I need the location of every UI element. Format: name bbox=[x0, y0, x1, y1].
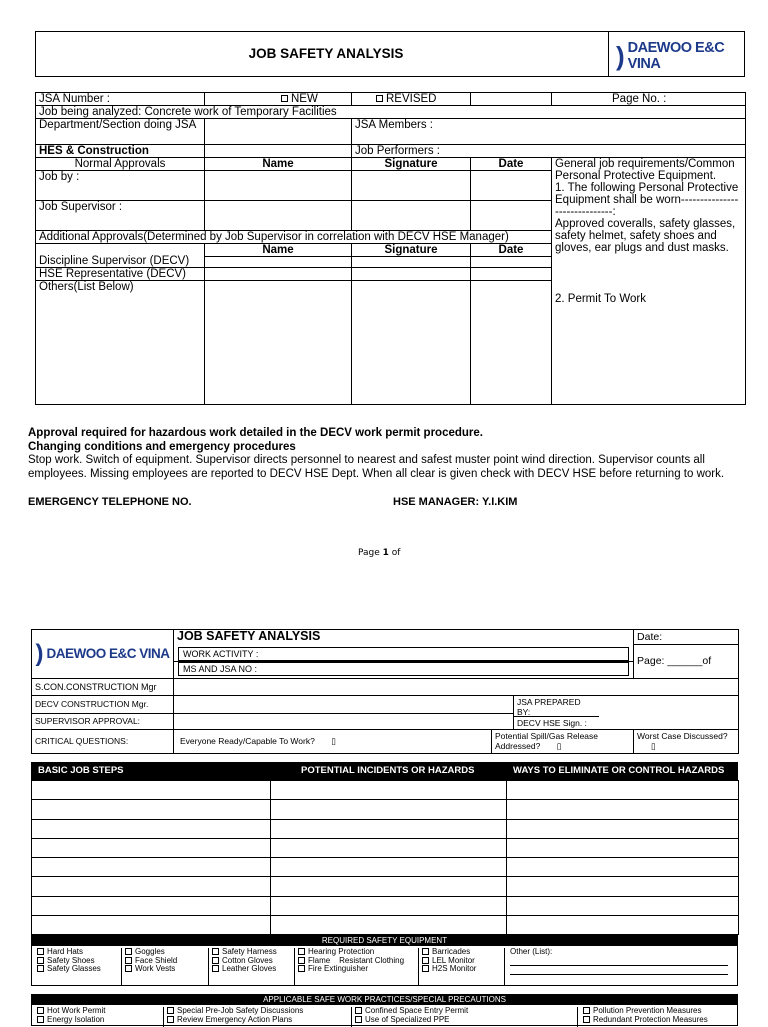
date-label: Date: bbox=[634, 630, 739, 645]
job-steps-header bbox=[31, 762, 738, 780]
job-step-cell[interactable] bbox=[32, 877, 271, 896]
job-step-row bbox=[32, 858, 739, 877]
checkbox-icon[interactable] bbox=[37, 1007, 44, 1014]
q1-label: Everyone Ready/Capable To Work? bbox=[180, 735, 315, 746]
equip-safety-shoes[interactable]: Safety Shoes bbox=[37, 957, 101, 966]
hazard-cell[interactable] bbox=[271, 877, 507, 896]
practice-review-emergency-plans[interactable]: Review Emergency Action Plans bbox=[167, 1016, 303, 1025]
equip-lel-monitor[interactable]: LEL Monitor bbox=[422, 957, 476, 966]
practice-pollution-prevention[interactable]: Pollution Prevention Measures bbox=[583, 1007, 708, 1016]
logo-mark-icon: ) bbox=[616, 41, 625, 71]
q2-label: Potential Spill/Gas Release Addressed? bbox=[495, 730, 599, 751]
practice-pre-job-discussions[interactable]: Special Pre-Job Safety Discussions bbox=[167, 1007, 303, 1016]
work-activity-field[interactable]: WORK ACTIVITY : bbox=[178, 647, 629, 661]
page-label: Page: ______of bbox=[634, 645, 739, 679]
hse-rep-label: HSE Representative (DECV) bbox=[36, 268, 205, 281]
job-step-cell[interactable] bbox=[32, 916, 271, 935]
control-cell[interactable] bbox=[507, 838, 739, 857]
ms-jsa-no-field[interactable]: MS AND JSA NO : bbox=[178, 662, 629, 676]
practice-col-3 bbox=[351, 1007, 468, 1027]
equip-cotton-gloves[interactable]: Cotton Gloves bbox=[212, 957, 277, 966]
job-step-cell[interactable] bbox=[32, 858, 271, 877]
job-step-row bbox=[32, 877, 739, 896]
equip-col-3 bbox=[208, 948, 277, 986]
job-performers-label: Job Performers : bbox=[352, 145, 746, 158]
checkbox-icon[interactable] bbox=[167, 1016, 174, 1023]
jsa-number-label: JSA Number : bbox=[36, 93, 205, 106]
hazard-cell[interactable] bbox=[271, 896, 507, 915]
page-no-label: Page No. : bbox=[552, 93, 746, 106]
equip-fire-extinguisher[interactable]: Fire Extinguisher bbox=[298, 965, 416, 974]
normal-approvals-label: Normal Approvals bbox=[36, 158, 205, 171]
equip-other-label: Other (List): bbox=[510, 947, 553, 956]
logo-text-2: DAEWOO E&C VINA bbox=[46, 646, 170, 662]
revised-option[interactable] bbox=[352, 93, 471, 106]
control-cell[interactable] bbox=[507, 877, 739, 896]
checkbox-icon[interactable] bbox=[37, 1016, 44, 1023]
hse-rep-signature[interactable] bbox=[352, 268, 471, 281]
checkbox-icon[interactable] bbox=[212, 965, 219, 972]
job-step-row bbox=[32, 916, 739, 935]
others-label: Others(List Below) bbox=[36, 281, 205, 405]
equip-leather-gloves[interactable]: Leather Gloves bbox=[212, 965, 277, 974]
job-step-cell[interactable] bbox=[32, 800, 271, 819]
job-step-cell[interactable] bbox=[32, 781, 271, 800]
job-step-row bbox=[32, 819, 739, 838]
equip-other bbox=[504, 948, 735, 986]
page1-title: JOB SAFETY ANALYSIS bbox=[248, 46, 404, 61]
hdr-basic-job-steps: BASIC JOB STEPS bbox=[38, 765, 124, 776]
required-equipment-title: REQUIRED SAFETY EQUIPMENT bbox=[32, 936, 737, 946]
logo-mark-icon-2: ) bbox=[35, 639, 44, 667]
job-supervisor-label: Job Supervisor : bbox=[36, 201, 205, 231]
checkbox-icon[interactable] bbox=[422, 948, 429, 955]
new-option[interactable] bbox=[205, 93, 352, 106]
job-step-cell[interactable] bbox=[32, 896, 271, 915]
required-equipment-section bbox=[31, 935, 738, 986]
page2-title: JOB SAFETY ANALYSIS bbox=[174, 630, 634, 645]
hse-rep-date[interactable] bbox=[471, 268, 552, 281]
additional-approvals: Additional Approvals(Determined by Job Supervisor in correlation with DECV HSE Manager) bbox=[36, 231, 552, 244]
equip-col-2 bbox=[121, 948, 177, 986]
job-step-row bbox=[32, 896, 739, 915]
equip-col-5 bbox=[418, 948, 476, 986]
checkbox-icon[interactable] bbox=[212, 957, 219, 964]
critical-questions-label: CRITICAL QUESTIONS: bbox=[32, 729, 174, 753]
decv-construction-field[interactable] bbox=[174, 695, 514, 714]
s-con-construction-field[interactable] bbox=[174, 678, 739, 695]
new-label: NEW bbox=[291, 93, 318, 105]
ppe-notes bbox=[552, 158, 746, 405]
equip-face-shield[interactable]: Face Shield bbox=[125, 957, 177, 966]
equip-col-4 bbox=[294, 948, 416, 986]
others-date[interactable] bbox=[471, 281, 552, 405]
logo-cell bbox=[32, 630, 174, 679]
job-by-label: Job by : bbox=[36, 171, 205, 201]
equip-work-vests[interactable]: Work Vests bbox=[125, 965, 177, 974]
checkbox-icon[interactable] bbox=[298, 948, 305, 955]
practice-specialized-ppe[interactable]: Use of Specialized PPE bbox=[355, 1016, 468, 1025]
checkbox-icon[interactable] bbox=[583, 1016, 590, 1023]
page1-header-box bbox=[35, 31, 745, 77]
checkbox-icon[interactable] bbox=[167, 1007, 174, 1014]
checkbox-icon[interactable] bbox=[422, 965, 429, 972]
supervisor-approval-field[interactable] bbox=[174, 714, 514, 729]
practice-redundant-protection[interactable]: Redundant Protection Measures bbox=[583, 1016, 708, 1025]
control-cell[interactable] bbox=[507, 858, 739, 877]
practice-col-1 bbox=[37, 1007, 106, 1024]
q1-checkbox[interactable]: ▯ bbox=[331, 735, 336, 746]
jsa-prepared-label: JSA PREPARED BY: bbox=[514, 696, 599, 717]
emergency-section bbox=[28, 427, 740, 481]
supervisor-approval-label: SUPERVISOR APPROVAL: bbox=[32, 714, 174, 729]
col-name: Name bbox=[205, 158, 352, 171]
decv-hse-sign-label: DECV HSE Sign. : bbox=[517, 717, 587, 728]
practice-col-4 bbox=[577, 1007, 708, 1027]
jsa-form-table bbox=[35, 92, 746, 405]
page-footer bbox=[358, 548, 400, 558]
note-ppe-list: Approved coveralls, safety glasses, safety helmet, safety shoes and gloves, ear plugs and dust masks. bbox=[555, 218, 736, 254]
col-signature: Signature bbox=[352, 158, 471, 171]
equip-hearing-protection[interactable]: Hearing Protection bbox=[298, 948, 416, 957]
control-cell[interactable] bbox=[507, 800, 739, 819]
control-cell[interactable] bbox=[507, 819, 739, 838]
note-general: General job requirements/Common Personal Protective Equipment. bbox=[555, 158, 735, 182]
hazard-cell[interactable] bbox=[271, 838, 507, 857]
checkbox-icon[interactable] bbox=[37, 948, 44, 955]
hazard-cell[interactable] bbox=[271, 858, 507, 877]
hazard-cell[interactable] bbox=[271, 916, 507, 935]
control-cell[interactable] bbox=[507, 781, 739, 800]
q3-label: Worst Case Discussed? bbox=[637, 730, 728, 741]
checkbox-icon[interactable] bbox=[125, 957, 132, 964]
job-by-signature[interactable] bbox=[352, 171, 471, 201]
checkbox-icon[interactable] bbox=[298, 965, 305, 972]
practices-title: APPLICABLE SAFE WORK PRACTICES/SPECIAL PRECAUTIONS bbox=[32, 995, 737, 1005]
revised-label: REVISED bbox=[386, 93, 437, 105]
job-step-cell[interactable] bbox=[32, 819, 271, 838]
page-footer-prefix: Page bbox=[358, 548, 383, 558]
job-step-row bbox=[32, 781, 739, 800]
job-step-cell[interactable] bbox=[32, 838, 271, 857]
job-steps-table bbox=[31, 780, 739, 935]
daewoo-logo bbox=[616, 40, 744, 72]
s-con-construction-label: S.CON.CONSTRUCTION Mgr bbox=[32, 678, 174, 695]
q3-checkbox[interactable]: ▯ bbox=[651, 740, 656, 751]
jsa-form-2-header bbox=[31, 629, 739, 754]
note-permit: 2. Permit To Work bbox=[555, 293, 646, 305]
equip-goggles[interactable]: Goggles bbox=[125, 948, 177, 957]
job-supervisor-date[interactable] bbox=[471, 201, 552, 231]
equip-h2s-monitor[interactable]: H2S Monitor bbox=[422, 965, 476, 974]
page-footer-number: 1 bbox=[382, 548, 389, 558]
hse-rep-name[interactable] bbox=[205, 268, 352, 281]
others-name[interactable] bbox=[205, 281, 352, 405]
equip-hard-hats[interactable]: Hard Hats bbox=[37, 948, 101, 957]
checkbox-icon[interactable] bbox=[125, 948, 132, 955]
col-date-2: Date bbox=[471, 244, 551, 257]
stop-work-text: Stop work. Switch of equipment. Supervisor directs personnel to nearest and safest muster point wind direction. Supervisor counts all employees. Missing employees are reported to DECV HSE Dept. When all clear is given check with DECV HSE before returning to work. bbox=[28, 454, 725, 480]
logo-text: DAEWOO E&C VINA bbox=[627, 40, 725, 72]
practice-col-2 bbox=[163, 1007, 303, 1027]
practice-confined-space-permit[interactable]: Confined Space Entry Permit bbox=[355, 1007, 468, 1016]
checkbox-icon[interactable] bbox=[125, 965, 132, 972]
checkbox-icon[interactable] bbox=[422, 957, 429, 964]
safe-work-practices-section bbox=[31, 994, 738, 1026]
department-label: Department/Section doing JSA bbox=[36, 119, 205, 145]
hdr-control-hazards: WAYS TO ELIMINATE OR CONTROL HAZARDS bbox=[513, 765, 725, 776]
page-footer-suffix: of bbox=[388, 548, 401, 558]
checkbox-icon[interactable] bbox=[355, 1007, 362, 1014]
equip-fr-clothing[interactable]: Flame Resistant Clothing bbox=[298, 957, 416, 966]
hazard-cell[interactable] bbox=[271, 800, 507, 819]
daewoo-logo-2 bbox=[35, 639, 170, 667]
job-supervisor-signature[interactable] bbox=[352, 201, 471, 231]
others-signature[interactable] bbox=[352, 281, 471, 405]
equip-col-1 bbox=[37, 948, 101, 974]
checkbox-icon[interactable] bbox=[212, 948, 219, 955]
practice-hot-work-permit[interactable]: Hot Work Permit bbox=[37, 1007, 106, 1016]
job-supervisor-name[interactable] bbox=[205, 201, 352, 231]
hazard-cell[interactable] bbox=[271, 819, 507, 838]
changing-conditions: Changing conditions and emergency procedures bbox=[28, 440, 296, 453]
col-date: Date bbox=[471, 158, 552, 171]
job-step-row bbox=[32, 800, 739, 819]
checkbox-icon[interactable] bbox=[37, 965, 44, 972]
hse-manager: HSE MANAGER: Y.I.KIM bbox=[393, 496, 518, 508]
q2-checkbox[interactable]: ▯ bbox=[556, 740, 562, 751]
checkbox-icon[interactable] bbox=[37, 957, 44, 964]
emergency-telephone: EMERGENCY TELEPHONE NO. bbox=[28, 496, 192, 508]
col-name-2: Name bbox=[205, 244, 351, 257]
approval-required: Approval required for hazardous work detailed in the DECV work permit procedure. bbox=[28, 427, 483, 439]
equip-safety-glasses[interactable]: Safety Glasses bbox=[37, 965, 101, 974]
job-step-row bbox=[32, 838, 739, 857]
decv-construction-label: DECV CONSTRUCTION Mgr. bbox=[32, 695, 174, 714]
equip-other-line-1[interactable] bbox=[510, 957, 728, 966]
jsa-members-label: JSA Members : bbox=[352, 119, 746, 145]
department-field[interactable] bbox=[205, 119, 352, 145]
job-by-date[interactable] bbox=[471, 171, 552, 201]
hazard-cell[interactable] bbox=[271, 781, 507, 800]
discipline-supervisor-label: Discipline Supervisor (DECV) bbox=[36, 244, 205, 268]
job-analyzed: Job being analyzed: Concrete work of Temporary Facilities bbox=[36, 106, 746, 119]
equip-safety-harness[interactable]: Safety Harness bbox=[212, 948, 277, 957]
revised-checkbox[interactable] bbox=[376, 95, 383, 102]
job-by-name[interactable] bbox=[205, 171, 352, 201]
checkbox-icon[interactable] bbox=[355, 1016, 362, 1023]
hes-construction-label: HES & Construction bbox=[36, 145, 205, 158]
control-cell[interactable] bbox=[507, 916, 739, 935]
equip-barricades[interactable]: Barricades bbox=[422, 948, 476, 957]
equip-other-line-2[interactable] bbox=[510, 966, 728, 975]
new-checkbox[interactable] bbox=[281, 95, 288, 102]
col-signature-2: Signature bbox=[352, 244, 470, 257]
checkbox-icon[interactable] bbox=[583, 1007, 590, 1014]
checkbox-icon[interactable] bbox=[298, 957, 305, 964]
note-ppe: 1. The following Personal Protective Equipment shall be worn------------------------------: bbox=[555, 182, 739, 218]
practice-energy-isolation[interactable]: Energy Isolation bbox=[37, 1016, 106, 1025]
logo-divider bbox=[608, 32, 609, 76]
hdr-potential-hazards: POTENTIAL INCIDENTS OR HAZARDS bbox=[301, 765, 475, 776]
control-cell[interactable] bbox=[507, 896, 739, 915]
